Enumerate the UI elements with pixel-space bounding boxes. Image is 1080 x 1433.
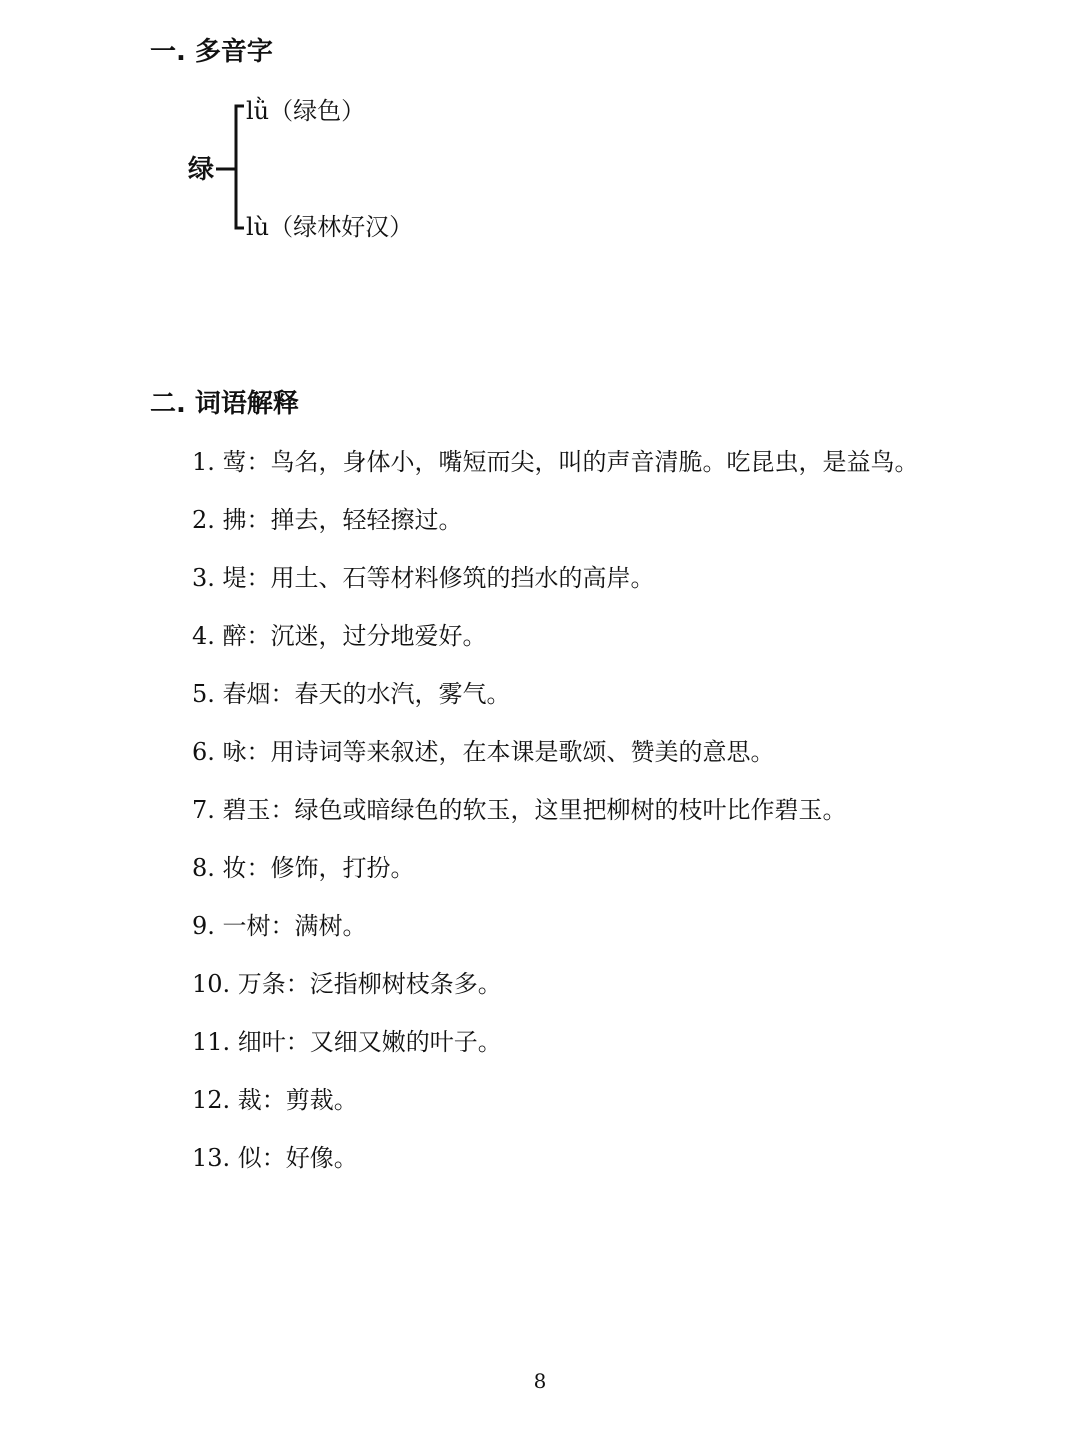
reading-1: lǜ（绿色） — [246, 97, 366, 125]
curly-bracket — [216, 106, 244, 228]
polyphonic-character: 绿 — [188, 155, 215, 185]
definition-item: 13. 似：好像。 — [192, 1144, 358, 1172]
definition-item: 7. 碧玉：绿色或暗绿色的软玉，这里把柳树的枝叶比作碧玉。 — [192, 796, 847, 824]
bracket-diagram — [0, 0, 1080, 300]
definition-item: 10. 万条：泛指柳树枝条多。 — [192, 970, 502, 998]
definition-item: 1. 莺：鸟名，身体小，嘴短而尖，叫的声音清脆。吃昆虫，是益鸟。 — [192, 448, 919, 476]
definition-item: 12. 裁：剪裁。 — [192, 1086, 358, 1114]
definition-item: 3. 堤：用土、石等材料修筑的挡水的高岸。 — [192, 564, 655, 592]
section-title-polyphonic: 一. 多音字 — [150, 37, 273, 67]
definition-item: 9. 一树：满树。 — [192, 912, 367, 940]
definition-item: 11. 细叶：又细又嫩的叶子。 — [192, 1028, 502, 1056]
definition-list — [192, 444, 919, 1198]
definition-item: 6. 咏：用诗词等来叙述，在本课是歌颂、赞美的意思。 — [192, 738, 775, 766]
page-number: 8 — [533, 1369, 547, 1393]
definition-item: 5. 春烟：春天的水汽，雾气。 — [192, 680, 511, 708]
reading-2: lù（绿林好汉） — [246, 213, 414, 241]
definition-item: 4. 醉：沉迷，过分地爱好。 — [192, 622, 487, 650]
section-title-vocabulary: 二. 词语解释 — [150, 389, 299, 419]
definition-item: 8. 妆：修饰，打扮。 — [192, 854, 415, 882]
definition-item: 2. 拂：掸去，轻轻擦过。 — [192, 506, 463, 534]
